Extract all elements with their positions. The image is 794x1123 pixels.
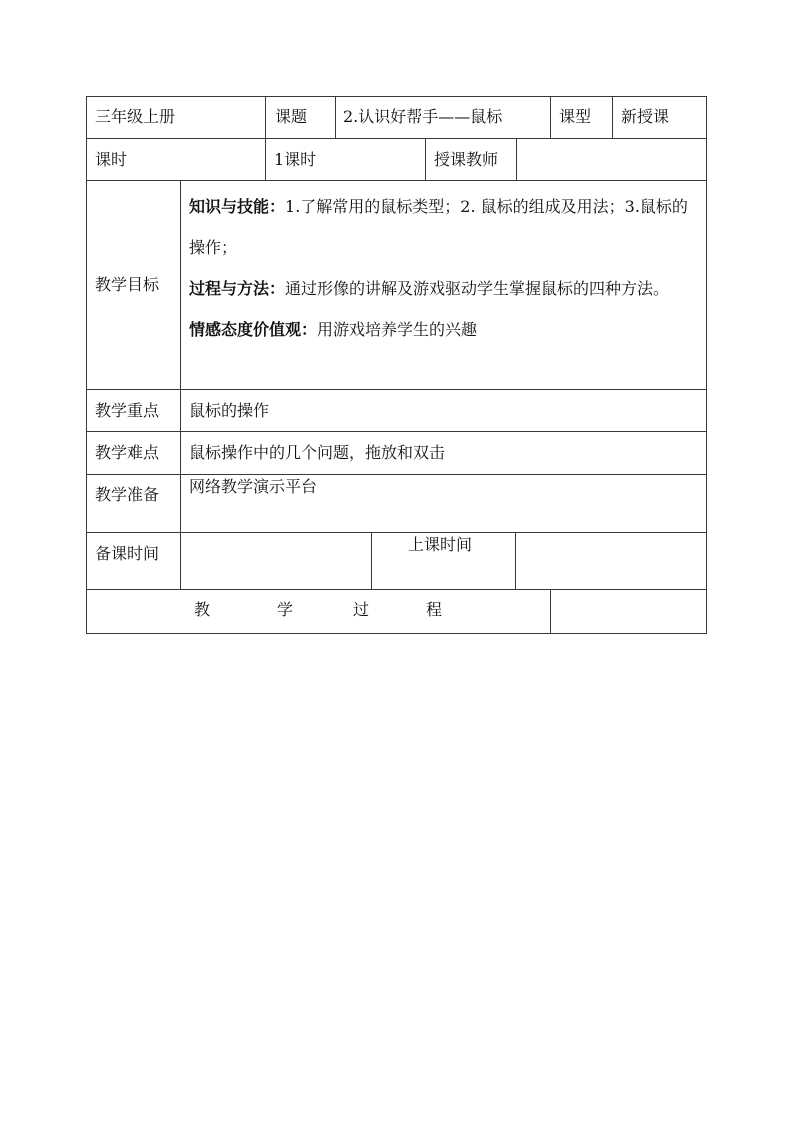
row-line xyxy=(86,589,707,590)
grade-cell: 三年级上册 xyxy=(95,107,176,126)
col-line xyxy=(86,96,87,634)
difficulty-value: 鼠标操作中的几个问题，拖放和双击 xyxy=(189,443,446,462)
difficulty-label: 教学难点 xyxy=(95,443,160,462)
col-line xyxy=(180,180,181,589)
type-value: 新授课 xyxy=(621,107,670,126)
type-label: 课型 xyxy=(559,107,592,126)
emotion-text: 用游戏培养学生的兴趣 xyxy=(317,320,478,339)
col-line xyxy=(550,96,551,138)
col-line xyxy=(265,138,266,180)
col-line xyxy=(612,96,613,138)
col-line xyxy=(335,96,336,138)
prep-time-label: 备课时间 xyxy=(95,544,160,563)
knowledge-text: 1.了解常用的鼠标类型；2. 鼠标的组成及用法；3.鼠标的操作； xyxy=(189,197,688,257)
col-line xyxy=(515,532,516,589)
emotion-label: 情感态度价值观： xyxy=(189,320,318,339)
objective-knowledge xyxy=(189,186,701,268)
class-time-label: 上课时间 xyxy=(408,535,473,554)
col-line xyxy=(371,532,372,589)
col-line xyxy=(516,138,517,180)
col-line xyxy=(425,138,426,180)
knowledge-label: 知识与技能： xyxy=(189,197,286,216)
objective-process xyxy=(189,268,701,309)
row-line xyxy=(86,96,707,97)
col-line xyxy=(706,96,707,634)
topic-label: 课题 xyxy=(275,107,308,126)
process-char: 教 xyxy=(194,600,211,619)
process-label: 过程与方法： xyxy=(189,279,286,298)
process-text: 通过形像的讲解及游戏驱动学生掌握鼠标的四种方法。 xyxy=(285,279,670,298)
process-char: 过 xyxy=(353,600,370,619)
process-char: 学 xyxy=(277,600,294,619)
hours-value: 1课时 xyxy=(274,150,317,169)
key-point-value: 鼠标的操作 xyxy=(189,401,270,420)
preparation-value: 网络教学演示平台 xyxy=(189,477,318,496)
key-point-label: 教学重点 xyxy=(95,401,160,420)
topic-value: 2.认识好帮手——鼠标 xyxy=(343,107,503,126)
process-char: 程 xyxy=(426,600,443,619)
col-line xyxy=(265,96,266,138)
objectives-label: 教学目标 xyxy=(95,275,160,294)
objective-emotion xyxy=(189,309,701,350)
col-line xyxy=(550,589,551,633)
row-line xyxy=(86,138,707,139)
objectives-content xyxy=(189,186,701,350)
row-line xyxy=(86,633,707,634)
preparation-label: 教学准备 xyxy=(95,485,160,504)
teacher-label: 授课教师 xyxy=(434,150,499,169)
hours-label: 课时 xyxy=(95,150,128,169)
